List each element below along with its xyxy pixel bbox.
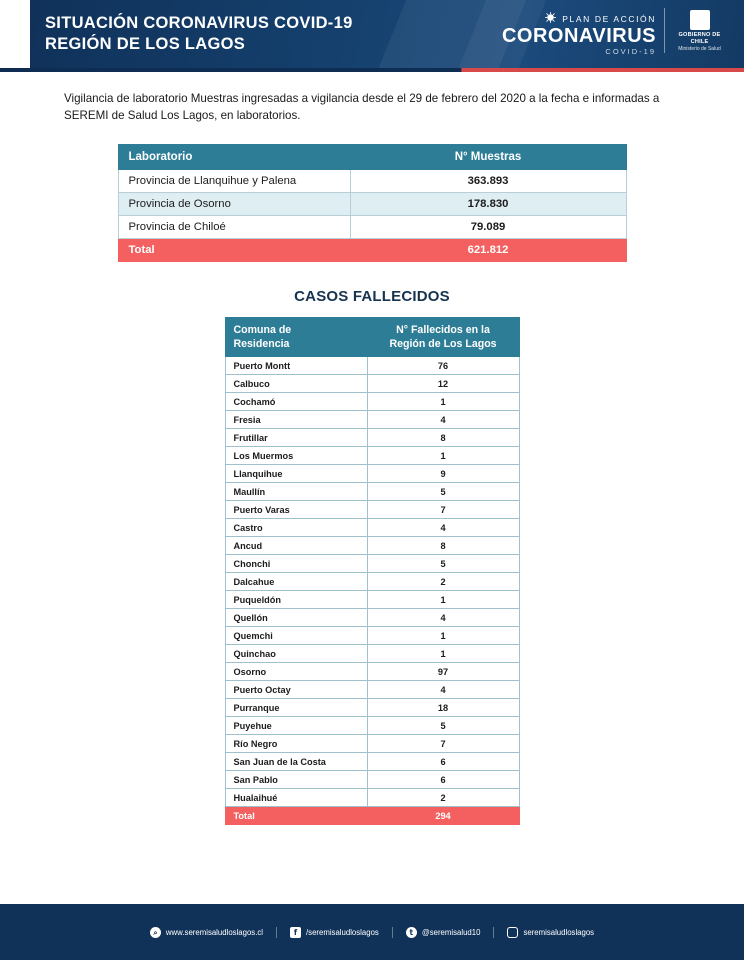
comuna-label: Fresia xyxy=(225,411,367,429)
table-row xyxy=(118,216,626,239)
deaths-header-fallecidos-line1: N° Fallecidos en la xyxy=(396,324,490,336)
table-row xyxy=(225,447,519,465)
deaths-total-value: 294 xyxy=(367,807,519,825)
page-footer xyxy=(0,904,744,960)
comuna-label: Quellón xyxy=(225,609,367,627)
table-row xyxy=(225,609,519,627)
table-row xyxy=(225,753,519,771)
comuna-value: 7 xyxy=(367,501,519,519)
comuna-label: Puerto Octay xyxy=(225,681,367,699)
table-row xyxy=(225,717,519,735)
comuna-label: Castro xyxy=(225,519,367,537)
comuna-value: 1 xyxy=(367,393,519,411)
table-row xyxy=(225,375,519,393)
lab-total-value: 621.812 xyxy=(350,239,626,262)
table-row xyxy=(225,555,519,573)
comuna-value: 4 xyxy=(367,519,519,537)
table-header-row xyxy=(225,318,519,357)
comuna-value: 4 xyxy=(367,681,519,699)
footer-twitter-label: @seremisalud10 xyxy=(421,927,481,937)
comuna-value: 8 xyxy=(367,537,519,555)
comuna-label: Puyehue xyxy=(225,717,367,735)
footer-website[interactable] xyxy=(137,927,277,938)
plan-de-accion-label xyxy=(502,11,656,26)
comuna-value: 18 xyxy=(367,699,519,717)
page-header xyxy=(0,0,744,68)
deaths-total-row xyxy=(225,807,519,825)
lab-row-value: 363.893 xyxy=(350,170,626,193)
gob-line1: GOBIERNO DE CHILE xyxy=(678,32,721,45)
table-row xyxy=(225,429,519,447)
lab-row-label: Provincia de Llanquihue y Palena xyxy=(118,170,350,193)
table-row xyxy=(225,627,519,645)
comuna-label: Dalcahue xyxy=(225,573,367,591)
gob-line2: Ministerio de Salud xyxy=(678,46,721,52)
header-branding xyxy=(502,8,726,56)
comuna-label: Puerto Montt xyxy=(225,357,367,375)
comuna-label: Purranque xyxy=(225,699,367,717)
deaths-header-comuna-line1: Comuna de xyxy=(233,324,292,336)
deaths-table-header-comuna xyxy=(225,318,367,357)
comuna-label: Puqueldón xyxy=(225,591,367,609)
lab-total-row xyxy=(118,239,626,262)
comuna-label: Quemchi xyxy=(225,627,367,645)
plan-de-accion-text: PLAN DE ACCIÓN xyxy=(562,13,656,24)
lab-row-value: 79.089 xyxy=(350,216,626,239)
comuna-label: Chonchi xyxy=(225,555,367,573)
footer-instagram[interactable] xyxy=(494,927,607,938)
lab-row-label: Provincia de Chiloé xyxy=(118,216,350,239)
comuna-label: Puerto Varas xyxy=(225,501,367,519)
comuna-value: 1 xyxy=(367,645,519,663)
table-row xyxy=(225,393,519,411)
lab-row-label: Provincia de Osorno xyxy=(118,193,350,216)
coronavirus-wordmark: CORONAVIRUS xyxy=(501,25,656,47)
table-row xyxy=(118,170,626,193)
comuna-value: 1 xyxy=(367,447,519,465)
comuna-label: Llanquihue xyxy=(225,465,367,483)
comuna-value: 97 xyxy=(367,663,519,681)
comuna-value: 1 xyxy=(367,627,519,645)
government-crest-icon xyxy=(690,10,710,30)
deaths-table xyxy=(225,317,520,825)
comuna-label: Osorno xyxy=(225,663,367,681)
table-row xyxy=(225,771,519,789)
coronavirus-logo xyxy=(502,8,656,56)
globe-icon: ⌕ xyxy=(150,927,161,938)
lab-total-label: Total xyxy=(118,239,350,262)
deaths-total-label: Total xyxy=(225,807,367,825)
comuna-label: Cochamó xyxy=(225,393,367,411)
table-row xyxy=(225,591,519,609)
table-row xyxy=(225,789,519,807)
page-title-line1: SITUACIÓN CORONAVIRUS COVID-19 xyxy=(45,14,353,32)
table-row xyxy=(225,483,519,501)
comuna-value: 7 xyxy=(367,735,519,753)
comuna-label: Río Negro xyxy=(225,735,367,753)
comuna-label: Frutillar xyxy=(225,429,367,447)
comuna-value: 8 xyxy=(367,429,519,447)
virus-icon xyxy=(544,11,557,26)
page-title xyxy=(45,13,353,55)
comuna-value: 12 xyxy=(367,375,519,393)
comuna-value: 1 xyxy=(367,591,519,609)
government-logo xyxy=(664,8,726,53)
twitter-icon: t xyxy=(406,927,417,938)
footer-instagram-label: seremisaludloslagos xyxy=(523,927,595,937)
comuna-label: Los Muermos xyxy=(225,447,367,465)
table-row xyxy=(225,735,519,753)
comuna-label: Quinchao xyxy=(225,645,367,663)
table-row xyxy=(225,357,519,375)
table-row xyxy=(225,537,519,555)
comuna-label: Calbuco xyxy=(225,375,367,393)
lab-table-header-muestras: N° Muestras xyxy=(350,145,626,170)
lab-row-value: 178.830 xyxy=(350,193,626,216)
comuna-value: 2 xyxy=(367,789,519,807)
comuna-value: 4 xyxy=(367,411,519,429)
comuna-value: 2 xyxy=(367,573,519,591)
instagram-icon xyxy=(507,927,518,938)
comuna-value: 6 xyxy=(367,753,519,771)
table-row xyxy=(225,681,519,699)
table-row xyxy=(225,573,519,591)
comuna-label: San Juan de la Costa xyxy=(225,753,367,771)
covid-sub-label: COVID-19 xyxy=(605,47,656,56)
comuna-value: 76 xyxy=(367,357,519,375)
footer-facebook-label: /seremisaludloslagos xyxy=(306,927,379,937)
intro-paragraph: Vigilancia de laboratorio Muestras ingresadas a vigilancia desde el 29 de febrero del 2020 a la fecha e informadas a SEREMI de Salud Los Lagos, en laboratorios. xyxy=(64,92,660,122)
table-row xyxy=(118,193,626,216)
table-row xyxy=(225,411,519,429)
comuna-label: San Pablo xyxy=(225,771,367,789)
comuna-value: 5 xyxy=(367,555,519,573)
comuna-value: 5 xyxy=(367,483,519,501)
page-title-line2: REGIÓN DE LOS LAGOS xyxy=(45,35,246,53)
table-row xyxy=(225,519,519,537)
comuna-label: Ancud xyxy=(225,537,367,555)
footer-website-label: www.seremisaludloslagos.cl xyxy=(165,927,263,937)
comuna-value: 6 xyxy=(367,771,519,789)
deaths-header-comuna-line2: Residencia xyxy=(233,338,290,350)
table-row xyxy=(225,663,519,681)
deaths-section-title: CASOS FALLECIDOS xyxy=(294,288,450,305)
comuna-value: 9 xyxy=(367,465,519,483)
table-header-row xyxy=(118,145,626,170)
facebook-icon: f xyxy=(290,927,301,938)
deaths-table-header-fallecidos xyxy=(367,318,519,357)
footer-facebook[interactable] xyxy=(277,927,393,938)
footer-twitter[interactable] xyxy=(393,927,495,938)
table-row xyxy=(225,501,519,519)
footer-links xyxy=(137,927,607,938)
comuna-label: Maullín xyxy=(225,483,367,501)
table-row xyxy=(225,699,519,717)
page-body xyxy=(0,72,744,825)
comuna-value: 5 xyxy=(367,717,519,735)
deaths-header-fallecidos-line2: Región de Los Lagos xyxy=(389,338,497,350)
table-row xyxy=(225,465,519,483)
comuna-label: Hualaihué xyxy=(225,789,367,807)
comuna-value: 4 xyxy=(367,609,519,627)
table-row xyxy=(225,645,519,663)
lab-table-header-laboratorio: Laboratorio xyxy=(118,145,350,170)
lab-samples-table xyxy=(118,144,627,262)
deaths-table-body xyxy=(225,357,519,825)
